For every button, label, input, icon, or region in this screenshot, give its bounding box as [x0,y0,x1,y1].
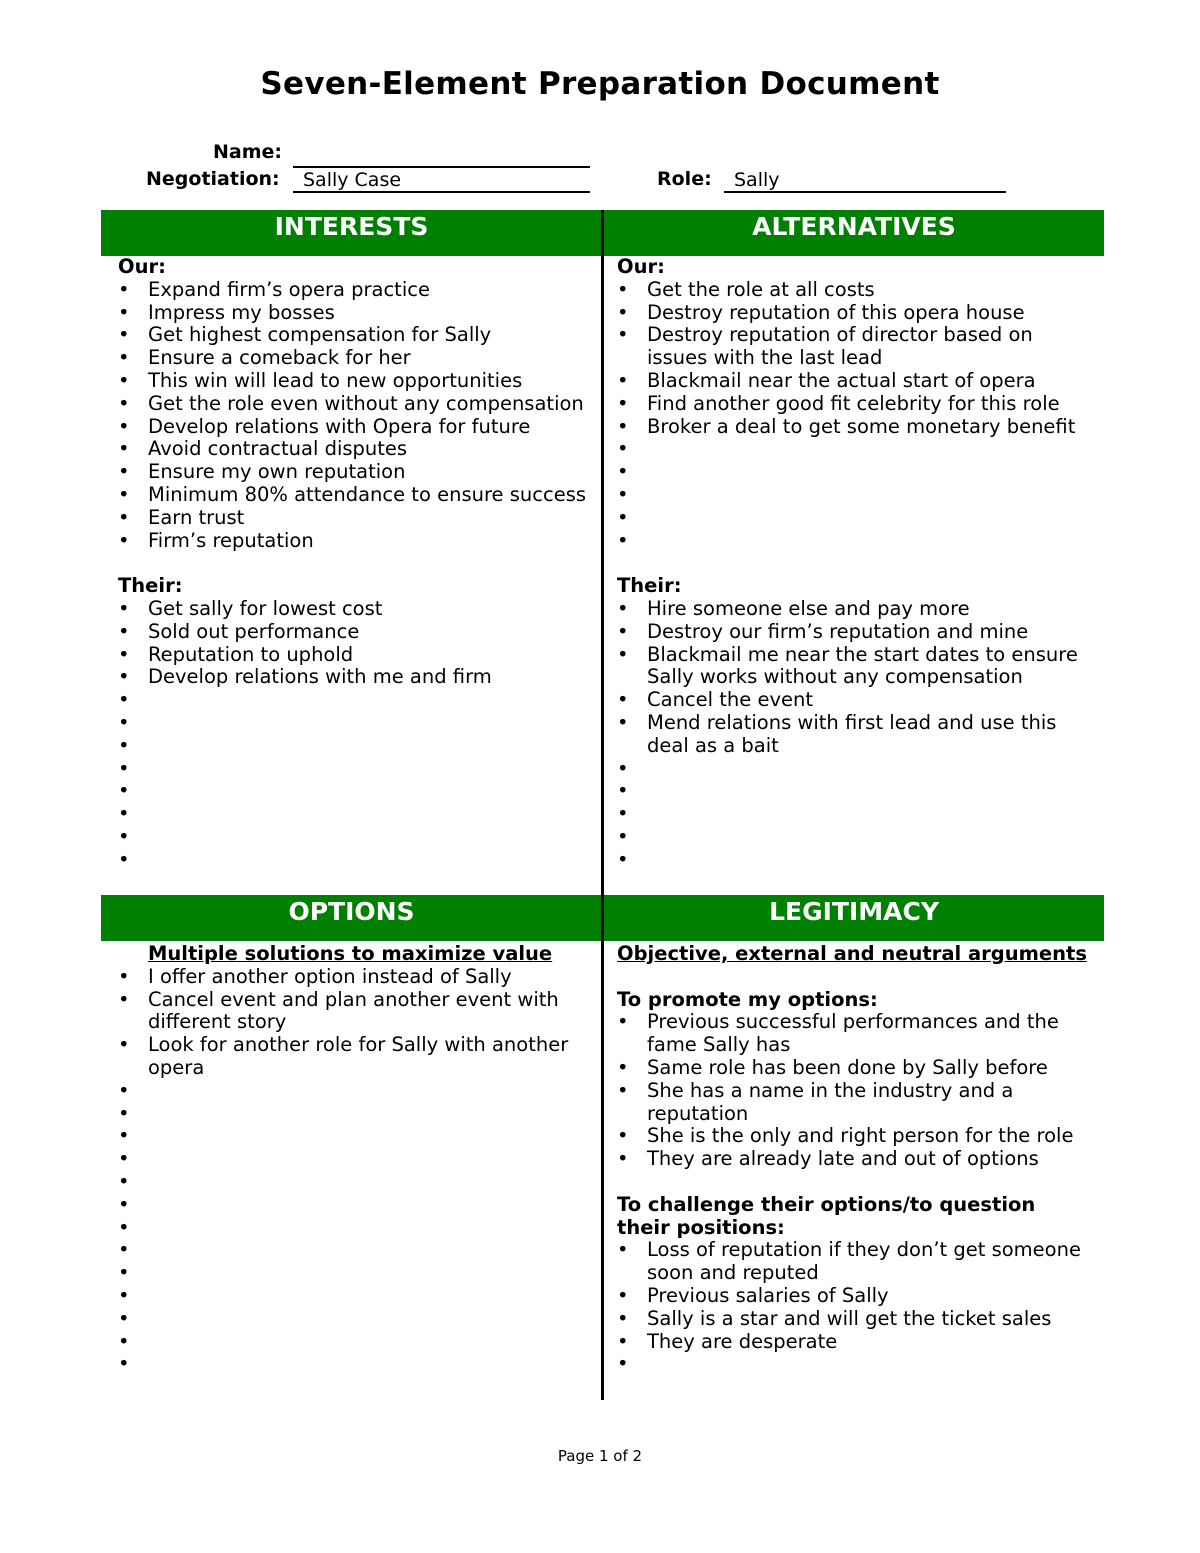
list-item: • Sold out performance [118,621,598,644]
list-item [118,1125,578,1148]
list-item: • Avoid contractual disputes [118,438,598,461]
options-section [118,943,578,1376]
list-item: • She has a name in the industry and a reputation [617,1080,1097,1126]
legitimacy-header: LEGITIMACY [604,895,1104,941]
role-label: Role: [657,168,712,190]
list-item [118,735,598,758]
list-item: • Mend relations with first lead and use this deal as a bait [617,712,1097,758]
list-item: • I offer another option instead of Sally [118,966,578,989]
list-item: • Impress my bosses [118,302,598,325]
list-item [118,1308,578,1331]
list-item [617,803,1097,826]
list-item [118,689,598,712]
role-field[interactable]: Sally [724,167,1006,193]
alternatives-header: ALTERNATIVES [604,210,1104,256]
list-item [617,780,1097,803]
list-item [118,712,598,735]
list-item [118,1262,578,1285]
list-item: • Find another good fit celebrity for this role [617,393,1097,416]
list-item: • Get sally for lowest cost [118,598,598,621]
challenge-label: To challenge their options/to question their positions: [617,1192,1036,1239]
list-item: • Firm’s reputation [118,530,598,553]
alternatives-section [617,256,1097,872]
list-item: • Previous successful performances and the fame Sally has [617,1011,1097,1057]
list-item [617,530,1097,553]
list-item: • Minimum 80% attendance to ensure success [118,484,598,507]
list-item [118,1148,578,1171]
list-item: • Previous salaries of Sally [617,1285,1097,1308]
name-label: Name: [213,141,283,163]
list-item [118,780,598,803]
alternatives-their-label: Their: [617,574,682,598]
list-item [118,1239,578,1262]
list-item: • Ensure my own reputation [118,461,598,484]
list-item [118,1171,578,1194]
list-item [118,849,598,872]
legitimacy-subtitle: Objective, external and neutral arguments [617,942,1087,965]
list-item [617,758,1097,781]
list-item [617,438,1097,461]
list-item: • Get the role at all costs [617,279,1097,302]
interests-header: INTERESTS [101,210,602,256]
list-item: • Get the role even without any compensation [118,393,598,416]
list-item: • They are already late and out of options [617,1148,1097,1171]
list-item [118,758,598,781]
list-item [118,826,598,849]
list-item: • Get highest compensation for Sally [118,324,598,347]
list-item: • Blackmail near the actual start of opera [617,370,1097,393]
list-item: • Destroy reputation of this opera house [617,302,1097,325]
alternatives-their-list [617,598,1097,872]
list-item [118,1353,578,1376]
name-field[interactable] [293,142,590,168]
page-title: Seven-Element Preparation Document [260,66,940,102]
interests-their-label: Their: [118,574,183,598]
list-item: • She is the only and right person for the role [617,1125,1097,1148]
list-item [617,507,1097,530]
list-item: • Expand firm’s opera practice [118,279,598,302]
options-subtitle: Multiple solutions to maximize value [148,942,553,965]
list-item [617,826,1097,849]
list-item [617,484,1097,507]
promote-list [617,1011,1097,1171]
list-item: • Ensure a comeback for her [118,347,598,370]
list-item: • Cancel the event [617,689,1097,712]
list-item: • Reputation to uphold [118,644,598,667]
column-divider [601,210,604,1400]
list-item [118,1080,578,1103]
interests-section [118,256,598,872]
list-item [118,803,598,826]
list-item [118,1285,578,1308]
list-item: • Develop relations with Opera for future [118,416,598,439]
list-item: • Loss of reputation if they don’t get someone soon and reputed [617,1239,1097,1285]
options-header: OPTIONS [101,895,602,941]
list-item: • Sally is a star and will get the ticket sales [617,1308,1097,1331]
list-item: • Destroy reputation of director based on issues with the last lead [617,324,1097,370]
legitimacy-section [617,943,1097,1376]
interests-our-label: Our: [118,255,166,278]
page-footer: Page 1 of 2 [557,1447,643,1465]
negotiation-label: Negotiation: [146,168,280,190]
list-item: • Same role has been done by Sally before [617,1057,1097,1080]
list-item [617,461,1097,484]
negotiation-field[interactable]: Sally Case [293,167,590,193]
interests-their-list [118,598,598,872]
list-item [118,1103,578,1126]
list-item: • Broker a deal to get some monetary benefit [617,416,1097,439]
list-item: • Destroy our firm’s reputation and mine [617,621,1097,644]
list-item [118,1331,578,1354]
interests-our-list [118,279,598,553]
promote-label: To promote my options: [617,987,878,1011]
list-item: • Cancel event and plan another event with different story [118,989,578,1035]
list-item: • Blackmail me near the start dates to ensure Sally works without any compensation [617,644,1097,690]
list-item [617,1353,1097,1376]
alternatives-our-list [617,279,1097,553]
list-item: • This win will lead to new opportunities [118,370,598,393]
alternatives-our-label: Our: [617,255,665,278]
list-item [617,849,1097,872]
list-item: • They are desperate [617,1331,1097,1354]
list-item: • Look for another role for Sally with another opera [118,1034,578,1080]
list-item: • Earn trust [118,507,598,530]
challenge-list [617,1239,1097,1376]
list-item [118,1217,578,1240]
list-item: • Develop relations with me and firm [118,666,598,689]
list-item [118,1194,578,1217]
list-item: • Hire someone else and pay more [617,598,1097,621]
options-list [118,966,578,1376]
